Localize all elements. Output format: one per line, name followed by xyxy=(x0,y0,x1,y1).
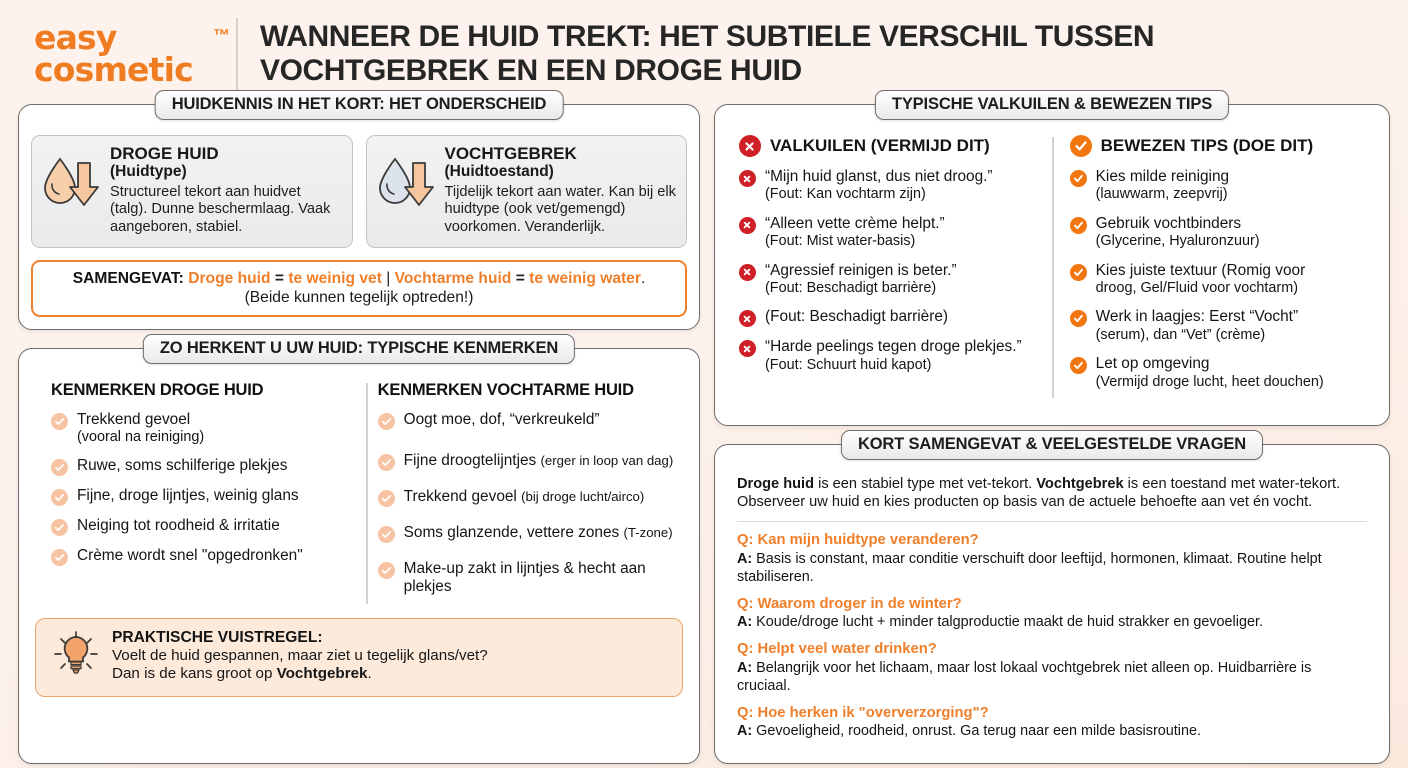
list-item xyxy=(51,457,356,476)
panel-faq-title: KORT SAMENGEVAT & VEELGESTELDE VRAGEN xyxy=(841,430,1263,460)
check-icon xyxy=(378,526,395,543)
panel-signs xyxy=(18,338,700,764)
list-item xyxy=(378,524,683,543)
faq-answer xyxy=(737,722,1367,740)
list-item xyxy=(378,452,683,471)
signs-dry-column xyxy=(25,381,366,608)
check-icon xyxy=(378,454,395,471)
list-item-note: droog, Gel/Fluid voor vochtarm) xyxy=(1095,280,1298,297)
summary-strip xyxy=(31,260,687,317)
droplet-down-dry-icon xyxy=(40,145,102,218)
list-item xyxy=(1070,308,1373,344)
signs-columns xyxy=(25,381,693,608)
list-item-note: (vooral na reiniging) xyxy=(77,429,205,446)
list-item-note: (Fout: Kan vochtarm zijn) xyxy=(764,186,926,203)
check-circle-icon xyxy=(1070,135,1092,157)
list-item-text xyxy=(1096,215,1260,251)
faq-intro-bold1: Droge huid xyxy=(736,476,815,492)
faq-divider xyxy=(737,521,1367,522)
list-item-text: Crème wordt snel "opgedronken" xyxy=(77,547,303,565)
card-vochtgebrek[interactable] xyxy=(366,135,688,248)
summary-period: . xyxy=(640,269,646,287)
list-item-text: Oogt moe, dof, “verkreukeld” xyxy=(403,410,600,428)
brand-logo-line1: easy xyxy=(34,18,117,57)
list-item-text: Ruwe, soms schilferige plekjes xyxy=(77,457,288,475)
faq-answer-label: A: xyxy=(736,550,753,567)
faq-answer-label: A: xyxy=(736,659,753,676)
panel-faq xyxy=(714,435,1390,764)
x-circle-icon xyxy=(739,310,756,327)
faq-item[interactable] xyxy=(731,595,1373,631)
x-circle-icon xyxy=(739,135,761,157)
signs-dry-list xyxy=(51,411,356,567)
list-item-text xyxy=(765,338,1022,374)
summary-value2: te weinig water xyxy=(529,269,641,287)
faq-question: Q: Kan mijn huidtype veranderen? xyxy=(736,532,979,549)
list-item-text xyxy=(1096,355,1324,391)
x-circle-icon xyxy=(739,217,756,234)
list-item-text xyxy=(765,215,945,251)
check-circle-icon xyxy=(1070,217,1087,234)
list-item xyxy=(739,215,1042,251)
page-header xyxy=(0,0,1408,104)
list-item xyxy=(1070,168,1373,204)
card-vochtgebrek-body: Tijdelijk tekort aan water. Kan bij elk huidtype (ook vet/gemengd) voorkomen. Veranderlijk. xyxy=(444,183,676,236)
panel-basics xyxy=(18,95,700,330)
panel-basics-title: HUIDKENNIS IN HET KORT: HET ONDERSCHEID xyxy=(155,90,564,120)
faq-answer-text: Basis is constant, maar conditie verschuift door leeftijd, hormonen, klimaat. Routine helpt stabiliseren. xyxy=(736,550,1322,585)
list-item xyxy=(51,547,356,566)
faq-item[interactable] xyxy=(731,704,1373,740)
list-item-note: (Fout: Mist water-basis) xyxy=(764,233,916,250)
pitfalls-column xyxy=(721,135,1052,402)
summary-line1 xyxy=(41,269,677,288)
tips-list xyxy=(1070,168,1373,391)
list-item-text: Neiging tot roodheid & irritatie xyxy=(77,517,280,535)
tips-heading: BEWEZEN TIPS (DOE DIT) xyxy=(1100,136,1314,155)
check-icon xyxy=(51,549,68,566)
list-item xyxy=(739,308,1042,327)
list-item-main: Let op omgeving xyxy=(1095,355,1210,373)
practical-rule-line1: Voelt de huid gespannen, maar ziet u tegelijk glans/vet? xyxy=(112,646,488,664)
summary-term1: Droge huid xyxy=(188,269,271,287)
summary-note: (Beide kunnen tegelijk optreden!) xyxy=(244,288,474,306)
faq-intro-text2: is een toestand met water-tekort. Observeer uw huid en kies producten op basis van de actuele behoefte aan vet én vocht. xyxy=(736,476,1341,511)
list-item-note: (lauwwarm, zeepvrij) xyxy=(1095,186,1228,203)
droplet-down-water-icon xyxy=(375,145,437,218)
practical-rule-text xyxy=(112,629,488,684)
trademark-symbol: ™ xyxy=(213,26,230,45)
list-item xyxy=(739,338,1042,374)
list-item-note: (Vermijd droge lucht, heet douchen) xyxy=(1095,373,1324,390)
list-item-main: “Mijn huid glanst, dus niet droog.” xyxy=(764,168,993,185)
right-column xyxy=(714,95,1390,764)
check-circle-icon xyxy=(1070,357,1087,374)
list-item-text xyxy=(1096,168,1229,204)
list-item xyxy=(1070,355,1373,391)
check-icon xyxy=(51,413,68,430)
list-item-text: Fijne, droge lijntjes, weinig glans xyxy=(77,487,299,505)
list-item xyxy=(51,487,356,506)
faq-question: Q: Helpt veel water drinken? xyxy=(736,641,937,658)
left-column xyxy=(18,95,700,764)
list-item-small: (bij droge lucht/airco) xyxy=(521,488,645,504)
list-item-small: (erger in loop van dag) xyxy=(540,452,674,468)
list-item xyxy=(378,488,683,507)
list-item-text xyxy=(765,262,957,298)
signs-dry-heading: KENMERKEN DROGE HUID xyxy=(51,380,264,399)
check-circle-icon xyxy=(1070,264,1087,281)
card-vochtgebrek-heading: VOCHTGEBREK xyxy=(444,144,577,163)
check-icon xyxy=(378,562,395,579)
pitfalls-columns xyxy=(721,135,1383,402)
panel-pitfalls xyxy=(714,95,1390,426)
list-item-note: (Fout: Schuurt huid kapot) xyxy=(764,356,932,373)
summary-label: SAMENGEVAT: xyxy=(72,269,184,287)
list-item-text xyxy=(1096,308,1298,344)
faq-item[interactable] xyxy=(731,531,1373,585)
check-icon xyxy=(51,459,68,476)
list-item xyxy=(51,517,356,536)
faq-answer xyxy=(737,659,1367,695)
faq-item[interactable] xyxy=(731,640,1373,694)
summary-eq2: = xyxy=(515,269,525,287)
practical-rule-line2-post: . xyxy=(367,665,372,683)
summary-value1: te weinig vet xyxy=(288,269,382,287)
signs-dehydrated-list xyxy=(378,411,683,597)
pitfalls-list xyxy=(739,168,1042,374)
faq-answer-text: Belangrijk voor het lichaam, maar lost lokaal vochtgebrek niet alleen op. Huidbarrière is cruciaal. xyxy=(736,659,1312,694)
list-item-text: (Fout: Beschadigt barrière) xyxy=(764,308,949,326)
practical-rule-heading: PRAKTISCHE VUISTREGEL: xyxy=(112,628,323,646)
practical-rule-line2-pre: Dan is de kans groot op xyxy=(112,665,277,683)
faq-question: Q: Waarom droger in de winter? xyxy=(736,595,962,612)
list-item-note: (serum), dan “Vet” (crème) xyxy=(1095,326,1266,343)
list-item xyxy=(51,411,356,447)
lightbulb-icon xyxy=(50,628,102,685)
practical-rule-line2 xyxy=(112,665,488,684)
card-vochtgebrek-text xyxy=(445,145,677,237)
list-item-main: “Harde peelings tegen droge plekjes.” xyxy=(764,338,1022,356)
list-item xyxy=(378,560,683,597)
card-vochtgebrek-subheading: (Huidtoestand) xyxy=(444,163,554,181)
brand-logo-line2: cosmetic xyxy=(34,50,193,89)
card-droge-huid-text xyxy=(110,145,342,237)
faq-intro-bold2: Vochtgebrek xyxy=(1036,476,1124,492)
faq-answer-text: Gevoeligheid, roodheid, onrust. Ga terug naar een milde basisroutine. xyxy=(752,723,1201,740)
check-icon xyxy=(378,413,395,430)
panel-pitfalls-title: TYPISCHE VALKUILEN & BEWEZEN TIPS xyxy=(875,90,1229,120)
faq-answer-text: Koude/droge lucht + minder talgproductie maakt de huid strakker en gevoeliger. xyxy=(752,614,1263,631)
list-item-main: “Agressief reinigen is beter.” xyxy=(764,261,957,279)
summary-term2: Vochtarme huid xyxy=(394,269,512,287)
card-droge-huid-body: Structureel tekort aan huidvet (talg). Dunne beschermlaag. Vaak aangeboren, stabiel. xyxy=(110,183,331,236)
list-item-main: Gebruik vochtbinders xyxy=(1095,214,1242,232)
list-item xyxy=(739,168,1042,204)
list-item xyxy=(1070,262,1373,298)
list-item-text: Make-up zakt in lijntjes & hecht aan plekjes xyxy=(403,559,646,596)
card-droge-huid-heading: DROGE HUID xyxy=(110,144,219,163)
faq-intro xyxy=(731,475,1373,511)
check-icon xyxy=(51,489,68,506)
practical-rule-box xyxy=(35,618,683,697)
faq-question: Q: Hoe herken ik "oververzorging"? xyxy=(736,704,989,721)
faq-answer-label: A: xyxy=(736,723,753,740)
tips-heading-row xyxy=(1070,135,1373,157)
card-droge-huid-subheading: (Huidtype) xyxy=(110,163,187,181)
signs-dehydrated-heading: KENMERKEN VOCHTARME HUID xyxy=(377,380,634,399)
check-circle-icon xyxy=(1070,310,1087,327)
check-icon xyxy=(378,490,395,507)
faq-answer-label: A: xyxy=(736,614,753,631)
list-item-note: (Glycerine, Hyaluronzuur) xyxy=(1095,233,1260,250)
list-item-main: Kies milde reiniging xyxy=(1095,168,1230,185)
faq-intro-text1: is een stabiel type met vet-tekort. xyxy=(814,476,1037,492)
list-item-text xyxy=(765,168,993,204)
check-icon xyxy=(51,519,68,536)
tips-column xyxy=(1054,135,1383,402)
pitfalls-heading: VALKUILEN (VERMIJD DIT) xyxy=(769,136,990,155)
list-item-text xyxy=(404,452,674,470)
page-title: WANNEER DE HUID TREKT: HET SUBTIELE VERSCHIL TUSSEN VOCHTGEBREK EN EEN DROGE HUID xyxy=(260,20,1155,87)
list-item-small: (T-zone) xyxy=(623,524,673,540)
faq-answer xyxy=(737,613,1367,631)
card-droge-huid[interactable] xyxy=(31,135,353,248)
list-item xyxy=(739,262,1042,298)
list-item-main: Trekkend gevoel xyxy=(77,410,191,428)
list-item xyxy=(1070,215,1373,251)
list-item-text xyxy=(77,411,204,447)
list-item-main: “Alleen vette crème helpt.” xyxy=(764,214,945,232)
list-item-text xyxy=(404,524,673,542)
list-item-main: Werk in laagjes: Eerst “Vocht” xyxy=(1095,308,1299,326)
list-item-main: Trekkend gevoel xyxy=(403,487,522,505)
summary-eq1: = xyxy=(274,269,284,287)
list-item-text xyxy=(404,488,645,506)
check-circle-icon xyxy=(1070,170,1087,187)
header-divider xyxy=(236,18,238,90)
x-circle-icon xyxy=(739,170,756,187)
concept-cards xyxy=(31,135,687,248)
list-item xyxy=(378,411,683,430)
practical-rule-line2-bold: Vochtgebrek xyxy=(276,665,368,683)
brand-logo[interactable] xyxy=(34,18,230,89)
summary-separator: | xyxy=(386,269,391,287)
list-item-note: (Fout: Beschadigt barrière) xyxy=(764,280,937,297)
signs-dehydrated-column xyxy=(368,381,693,608)
panel-signs-title: ZO HERKENT U UW HUID: TYPISCHE KENMERKEN xyxy=(143,334,575,364)
infographic-board xyxy=(0,95,1408,764)
list-item-main: Fijne droogtelijntjes xyxy=(403,451,541,469)
list-item-main: Kies juiste textuur (Romig voor xyxy=(1095,261,1306,279)
pitfalls-heading-row xyxy=(739,135,1042,157)
list-item-text xyxy=(1096,262,1306,298)
list-item-main: Soms glanzende, vettere zones xyxy=(403,523,624,541)
x-circle-icon xyxy=(739,340,756,357)
faq-answer xyxy=(737,550,1367,586)
x-circle-icon xyxy=(739,264,756,281)
